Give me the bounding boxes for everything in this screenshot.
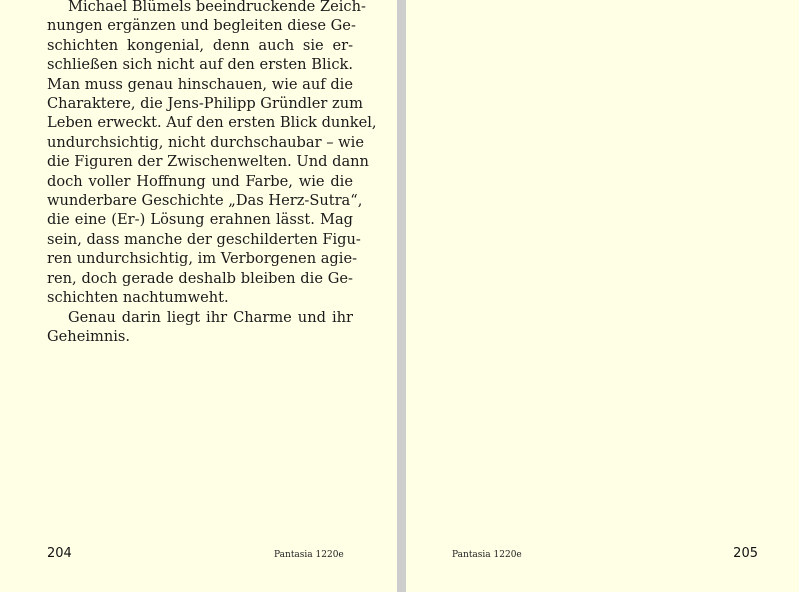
text-line: Michael Blümels beeindruckende Zeich-: [68, 0, 366, 15]
text-line: die Figuren der Zwischenwelten. Und dann: [47, 153, 369, 171]
text-line: doch voller Hoffnung und Farbe, wie die: [47, 172, 353, 190]
text-line: sein, dass manche der geschilderten Figu-: [47, 230, 361, 248]
text-line: die eine (Er-) Lösung erahnen lässt. Mag: [47, 211, 353, 229]
text-line: Geheimnis.: [47, 327, 131, 345]
text-line: ren undurchsichtig, im Verborgenen agie-: [47, 250, 358, 268]
text-line: schichten kongenial, denn auch sie er-: [47, 36, 353, 54]
text-line: Leben erweckt. Auf den ersten Blick dunkel,: [47, 114, 377, 132]
text-line: undurchsichtig, nicht durchschaubar – wie: [47, 133, 364, 151]
text-line: ren, doch gerade deshalb bleiben die Ge-: [47, 269, 353, 287]
text-line: Man muss genau hinschauen, wie auf die: [47, 75, 353, 93]
text-line: wunderbare Geschichte „Das Herz-Sutra“,: [47, 192, 363, 210]
text-line: schließen sich nicht auf den ersten Blick.: [47, 56, 353, 74]
text-line: Charaktere, die Jens-Philipp Gründler zum: [47, 95, 363, 113]
page-gutter: [397, 0, 406, 592]
left-page: [0, 0, 397, 592]
text-line: schichten nachtumweht.: [47, 289, 229, 307]
running-title-right: Pantasia 1220e: [452, 550, 522, 560]
text-line: nungen ergänzen und begleiten diese Ge-: [47, 17, 356, 35]
page-number-left: 204: [47, 546, 72, 561]
running-title-left: Pantasia 1220e: [274, 550, 344, 560]
right-page: [406, 0, 799, 592]
page-number-right: 205: [733, 546, 758, 561]
text-line: Genau darin liegt ihr Charme und ihr: [68, 308, 353, 326]
body-text: [47, 0, 377, 346]
